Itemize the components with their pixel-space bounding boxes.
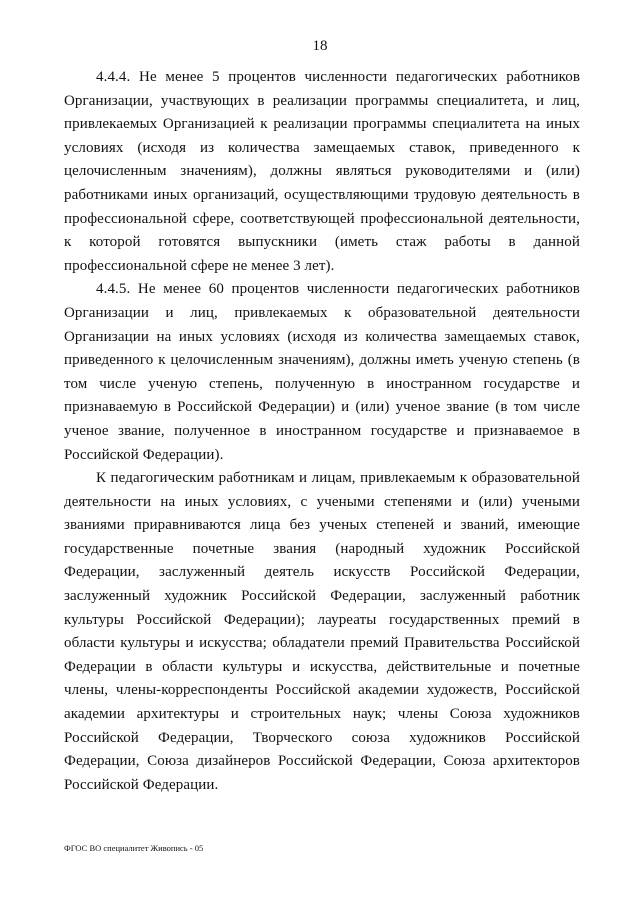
paragraph-4-4-4: 4.4.4. Не менее 5 процентов численности педагогических работников Организации, участвующих в реализации программы специалитета, и лиц, привлекаемых Организацией к реализации программы специалитета на иных условиях (исходя из количества замещаемых ставок, приведенного к целочисленным значениям), должны являться руководителями и (или) работниками иных организаций, осуществляющими трудовую деятельность в профессиональной сфере, соответствующей профессиональной деятельности, к которой готовятся выпускники (иметь стаж работы в данной профессиональной сфере не менее 3 лет).	[64, 69, 580, 274]
paragraph-4-4-5: 4.4.5. Не менее 60 процентов численности педагогических работников Организации и лиц, привлекаемых к образовательной деятельности Организации на иных условиях (исходя из количества замещаемых ставок, приведенного к целочисленным значениям), должны иметь ученую степень (в том числе ученую степень, полученную в иностранном государстве и признаваемую в Российской Федерации) и (или) ученое звание (в том числе ученое звание, полученное в иностранном государстве и признаваемое в Российской Федерации).	[64, 281, 580, 463]
body-text	[64, 66, 580, 797]
page-number: 18	[312, 38, 328, 54]
paragraph-equivalence: К педагогическим работникам и лицам, привлекаемым к образовательной деятельности на иных условиях, с учеными степенями и (или) учеными званиями приравниваются лица без ученых степеней и званий, имеющие государственные почетные звания (народный художник Российской Федерации, заслуженный деятель искусств Российской Федерации, заслуженный художник Российской Федерации, заслуженный работник культуры Российской Федерации); лауреаты государственных премий в области культуры и искусства; обладатели премий Правительства Российской Федерации в области культуры и искусства, действительные и почетные члены, члены-корреспонденты Российской академии художеств, Российской академии архитектуры и строительных наук; члены Союза художников Российской Федерации, Творческого союза художников Российской Федерации, Союза дизайнеров Российской Федерации, Союза архитекторов Российской Федерации.	[64, 470, 580, 793]
document-footer: ФГОС ВО специалитет Живопись - 05	[64, 843, 204, 853]
